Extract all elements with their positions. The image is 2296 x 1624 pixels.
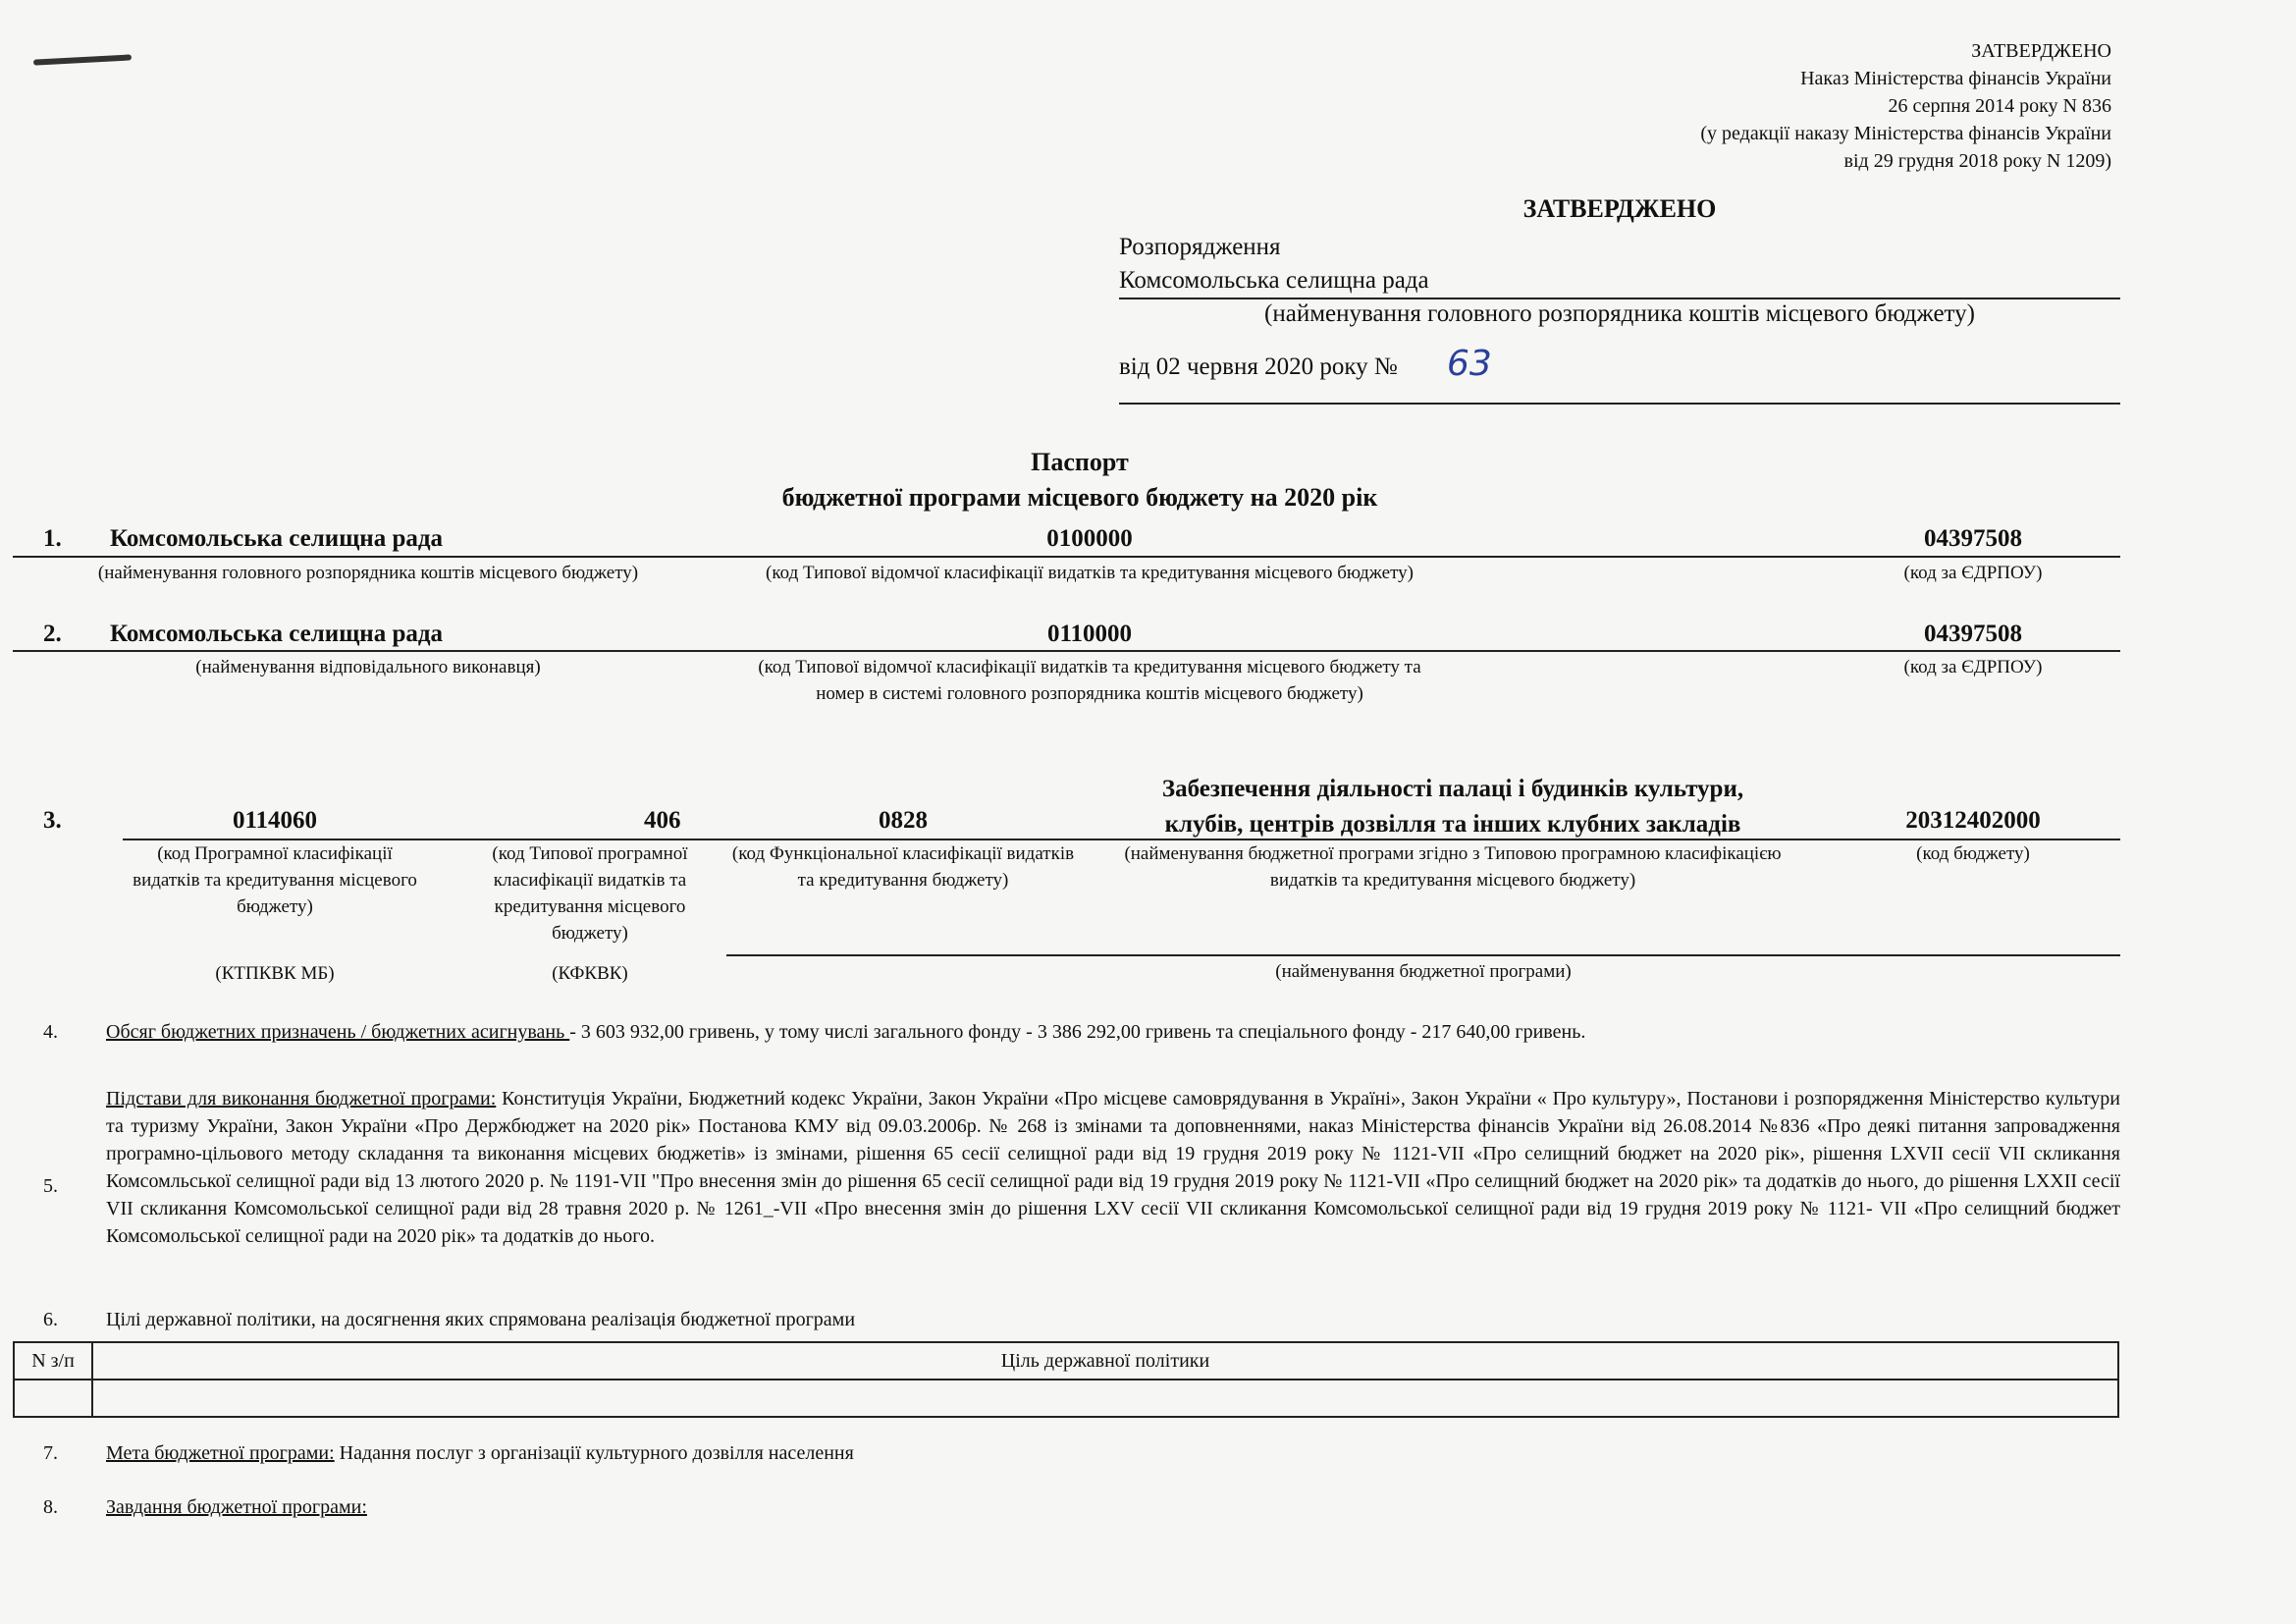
col-goal-header: Ціль державної політики	[92, 1342, 2118, 1380]
passport-title: Паспорт	[1031, 448, 1129, 476]
row3-kfkvk-code: 406	[644, 807, 681, 834]
row2-executor-name: Комсомольська селищна рада	[110, 621, 444, 647]
row3-number: 3.	[43, 807, 62, 834]
item6-number: 6.	[43, 1309, 58, 1330]
row2-caption-code: (код Типової відомчої класифікації видатків та кредитування місцевого бюджету та номер в системі головного розпорядника коштів місцевого бюджету)	[758, 657, 1421, 704]
approval-authority: Комсомольська селищна рада	[1119, 267, 1429, 294]
item5-legal-basis	[106, 1085, 2120, 1250]
row1-caption-edrpou: (код за ЄДРПОУ)	[1903, 563, 2043, 583]
row1-caption-name: (найменування головного розпорядника коштів місцевого бюджету)	[97, 563, 639, 583]
item7-label: Мета бюджетної програми:	[106, 1442, 335, 1464]
row1-edrpou: 04397508	[1924, 525, 2022, 552]
policy-goal-number-cell	[14, 1380, 92, 1417]
approval-top-line-4: (у редакції наказу Міністерства фінансів України	[1700, 123, 2111, 144]
row3-abbr-ktpkvk: (КТПКВК МБ)	[215, 963, 335, 984]
policy-goals-header-row	[14, 1342, 2118, 1380]
policy-goal-text-cell	[92, 1380, 2118, 1417]
item5-label: Підстави для виконання бюджетної програми:	[106, 1088, 497, 1110]
row3-functional-code: 0828	[879, 807, 928, 834]
row1-caption-code: (код Типової відомчої класифікації видатків та кредитування місцевого бюджету)	[766, 563, 1414, 583]
scan-artifact	[33, 54, 132, 65]
approval-top-block	[1326, 37, 2111, 175]
approval-top-line-3: 26 серпня 2014 року N 836	[1888, 95, 2111, 117]
passport-subtitle: бюджетної програми місцевого бюджету на 2020 рік	[781, 483, 1378, 512]
col-number-header: N з/п	[14, 1342, 92, 1380]
row3-program-name	[1099, 772, 1806, 842]
row1-manager-name: Комсомольська селищна рада	[110, 525, 444, 552]
row3-caption-program: (найменування бюджетної програми згідно з Типовою програмною класифікацією видатків та кредитування місцевого бюджету)	[1124, 843, 1782, 891]
item5-text: Конституція України, Бюджетний кодекс України, Закон України «Про місцеве самоврядування в Україні», Закон України « Про культуру», Постанови і розпорядження Міністерство культури та туризму України, Закон України «Про Держбюджет на 2020 рік» Постанова КМУ від 09.03.2006р. № 268 із змінами та доповненнями, наказ Міністерства фінансів України від 26.08.2014 №836 «Про деякі питання запровадження програмно-цільового методу складання та виконання місцевих бюджетів» із змінами, рішення 65 сесії селищної ради від 19 грудня 2019 року № 1121-VII «Про селищний бюджет на 2020 рік», рішення LXVII сесії VII скликання Комсомльської селищної ради від 13 лютого 2020 р. № 1191-VII "Про внесення змін до рішення 65 сесії селищної ради від 19 грудня 2019 року № 1121-VII «Про селищний бюджет на 2020 рік» та додатків до нього, до рішення LXXII сесії VII скликання Комсомольської селищної ради від 28 травня 2020 р. № 1261_-VII «Про внесення змін до рішення LXV сесії VII скликання Комсомольської селищної ради від 19 грудня 2019 року № 1121- VII «Про селищний бюджет Комсомольської селищної ради на 2020 рік» та додатків до нього.	[106, 1088, 2120, 1247]
row2-caption-name: (найменування відповідального виконавця)	[195, 657, 541, 677]
row1-number: 1.	[43, 525, 62, 552]
row3-caption-kfkvk: (код Типової програмної класифікації видатків та кредитування місцевого бюджету)	[492, 843, 688, 944]
row2-department-code: 0110000	[1046, 621, 1133, 647]
row2-number: 2.	[43, 621, 62, 647]
item8-tasks-label: Завдання бюджетної програми:	[106, 1496, 367, 1518]
approval-number-handwritten: 63	[1447, 344, 1492, 384]
row1-department-code: 0100000	[1046, 525, 1133, 552]
approval-date: від 02 червня 2020 року №	[1119, 353, 1398, 380]
approval-authority-caption: (найменування головного розпорядника коштів місцевого бюджету)	[1264, 300, 1975, 327]
item5-number: 5.	[43, 1175, 58, 1197]
item8-number: 8.	[43, 1496, 58, 1518]
row3-program-name-line-2: клубів, центрів дозвілля та інших клубних закладів	[1164, 811, 1741, 838]
row3-abbr-kfkvk: (КФКВК)	[552, 963, 628, 984]
item4-label: Обсяг бюджетних призначень / бюджетних асигнувань	[106, 1021, 570, 1043]
approval-order-label: Розпорядження	[1119, 234, 1281, 260]
item7-number: 7.	[43, 1442, 58, 1464]
item4-text: - 3 603 932,00 гривень, у тому числі загального фонду - 3 386 292,00 гривень та спеціального фонду - 217 640,00 гривень.	[569, 1021, 1586, 1043]
item7-purpose	[106, 1439, 854, 1467]
approval-top-line-1: ЗАТВЕРДЖЕНО	[1971, 40, 2111, 62]
row3-budget-code: 20312402000	[1905, 807, 2041, 834]
row2-caption-edrpou: (код за ЄДРПОУ)	[1903, 657, 2043, 677]
row3-caption-ktpkvk: (код Програмної класифікації видатків та кредитування місцевого бюджету)	[133, 843, 417, 917]
row2-edrpou: 04397508	[1924, 621, 2022, 647]
item6-text: Цілі державної політики, на досягнення яких спрямована реалізація бюджетної програми	[106, 1309, 856, 1330]
row3-caption-budget: (код бюджету)	[1916, 843, 2030, 864]
approval-heading: ЗАТВЕРДЖЕНО	[1522, 194, 1717, 223]
item7-text: Надання послуг з організації культурного дозвілля населення	[334, 1442, 854, 1464]
approval-top-line-2: Наказ Міністерства фінансів України	[1800, 68, 2111, 89]
item4-budget-amounts	[106, 1018, 2118, 1046]
row3-caption-program-name: (найменування бюджетної програми)	[1275, 961, 1572, 982]
item4-number: 4.	[43, 1021, 58, 1043]
approval-top-line-5: від 29 грудня 2018 року N 1209)	[1843, 150, 2111, 172]
policy-goals-empty-row	[14, 1380, 2118, 1417]
row3-program-name-line-1: Забезпечення діяльності палаці і будинків культури,	[1161, 776, 1744, 802]
row3-caption-functional: (код Функціональної класифікації видатків та кредитування бюджету)	[731, 843, 1075, 891]
policy-goals-table	[13, 1341, 2119, 1418]
row3-ktpkvk-code: 0114060	[232, 807, 318, 834]
